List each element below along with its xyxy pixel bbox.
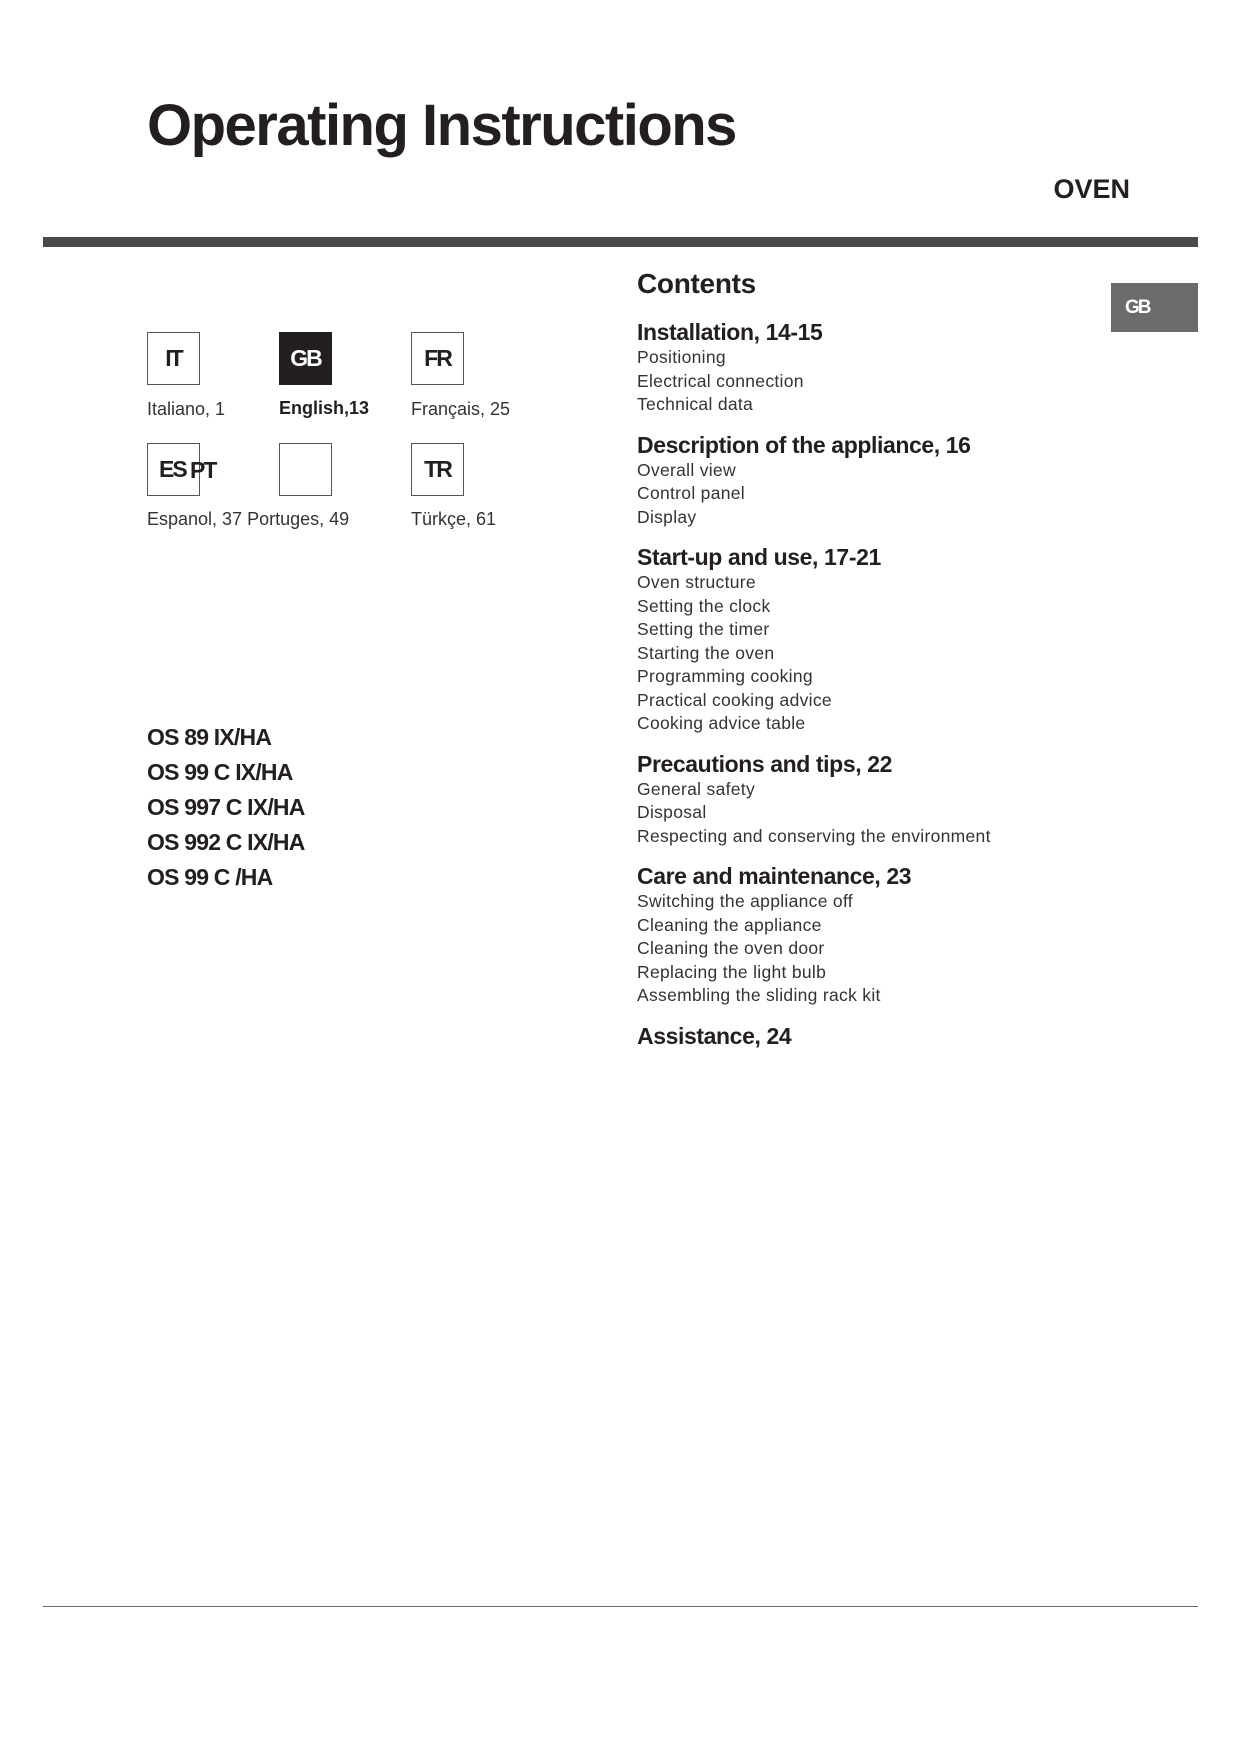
table-of-contents xyxy=(637,268,1157,1064)
lang-code-es: ES xyxy=(159,456,186,482)
toc-item[interactable]: Disposal xyxy=(637,802,707,822)
lang-box-gb[interactable]: GB xyxy=(279,332,332,385)
toc-item[interactable]: Setting the clock xyxy=(637,595,771,616)
toc-item[interactable]: Replacing the light bulb xyxy=(637,961,827,982)
lang-label-it[interactable]: Italiano, 1 xyxy=(147,399,226,419)
toc-item[interactable]: Cooking advice table xyxy=(637,713,806,733)
lang-box-fr[interactable]: FR xyxy=(411,332,464,385)
toc-item[interactable]: Practical cooking advice xyxy=(637,689,832,710)
lang-label-tr[interactable]: Türkçe, 61 xyxy=(411,509,497,529)
model-name: OS 99 C /HA xyxy=(147,864,273,890)
toc-item[interactable]: Assembling the sliding rack kit xyxy=(637,985,881,1005)
toc-section xyxy=(637,318,1157,417)
lang-label-gb[interactable]: English,13 xyxy=(279,398,370,418)
lang-box-it[interactable]: IT xyxy=(147,332,200,385)
lang-box-empty xyxy=(279,443,332,496)
toc-item[interactable]: Technical data xyxy=(637,394,754,414)
toc-item[interactable]: Electrical connection xyxy=(637,370,804,391)
lang-label-es-pt[interactable]: Espanol, 37 Portuges, 49 xyxy=(147,509,350,529)
toc-section xyxy=(637,862,1157,1008)
product-name: OVEN xyxy=(1053,174,1130,204)
toc-item[interactable]: Programming cooking xyxy=(637,666,813,686)
model-list xyxy=(147,724,305,899)
toc-item[interactable]: Oven structure xyxy=(637,572,756,592)
bottom-divider xyxy=(43,1606,1198,1607)
toc-item[interactable]: General safety xyxy=(637,778,756,799)
toc-item[interactable]: Cleaning the appliance xyxy=(637,914,822,935)
toc-section-title[interactable]: Installation, 14-15 xyxy=(637,319,823,345)
top-divider xyxy=(43,237,1198,247)
toc-section-title[interactable]: Precautions and tips, 22 xyxy=(637,750,892,777)
model-name: OS 992 C IX/HA xyxy=(147,829,305,855)
toc-item[interactable]: Positioning xyxy=(637,347,726,367)
toc-section xyxy=(637,1022,1157,1050)
toc-section xyxy=(637,431,1157,530)
toc-item[interactable]: Starting the oven xyxy=(637,642,775,663)
lang-label-fr[interactable]: Français, 25 xyxy=(411,399,511,419)
toc-section-title[interactable]: Start-up and use, 17-21 xyxy=(637,544,881,570)
toc-item[interactable]: Setting the timer xyxy=(637,619,770,639)
toc-section-title[interactable]: Assistance, 24 xyxy=(637,1022,792,1049)
lang-code-pt: PT xyxy=(190,457,216,483)
toc-section xyxy=(637,750,1157,849)
lang-box-es-pt[interactable] xyxy=(147,443,216,496)
toc-section-title[interactable]: Description of the appliance, 16 xyxy=(637,431,971,458)
toc-section xyxy=(637,543,1157,736)
toc-section-title[interactable]: Care and maintenance, 23 xyxy=(637,863,912,889)
toc-item[interactable]: Switching the appliance off xyxy=(637,891,853,911)
model-name: OS 89 IX/HA xyxy=(147,724,272,750)
page-title: Operating Instructions xyxy=(147,93,736,158)
toc-item[interactable]: Cleaning the oven door xyxy=(637,938,825,958)
model-name: OS 997 C IX/HA xyxy=(147,794,305,820)
language-tab-gb: GB xyxy=(1111,283,1198,332)
contents-heading: Contents xyxy=(637,268,756,299)
toc-item[interactable]: Respecting and conserving the environment xyxy=(637,825,991,846)
lang-box-tr[interactable]: TR xyxy=(411,443,464,496)
toc-item[interactable]: Overall view xyxy=(637,459,736,480)
toc-item[interactable]: Display xyxy=(637,506,697,527)
model-name: OS 99 C IX/HA xyxy=(147,759,293,785)
toc-item[interactable]: Control panel xyxy=(637,483,745,503)
